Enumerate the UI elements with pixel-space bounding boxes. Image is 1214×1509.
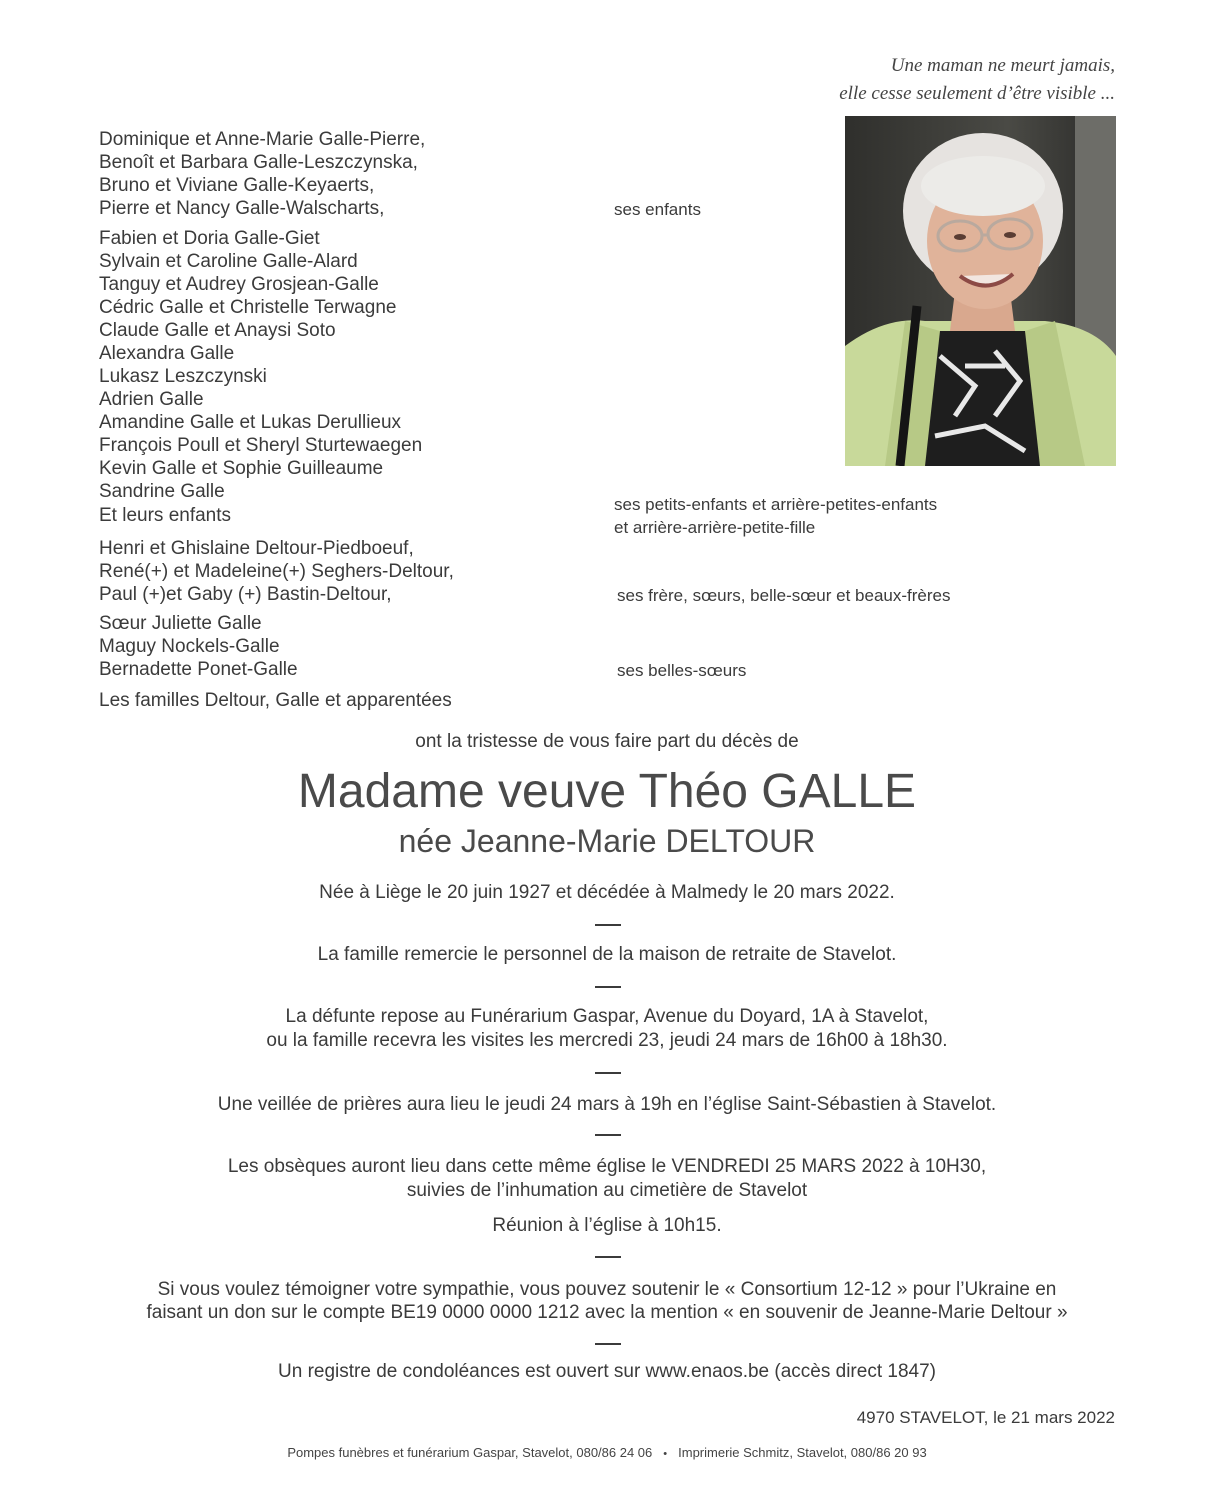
separator-dash [595,986,621,988]
separator-dash [595,1256,621,1258]
grandchild-name: Sylvain et Caroline Galle-Alard [99,251,358,272]
deceased-maiden-name: née Jeanne-Marie DELTOUR [398,823,816,859]
grandchild-name: Kevin Galle et Sophie Guilleaume [99,458,384,479]
separator-dash [595,1343,621,1345]
portrait-illustration [845,116,1116,466]
announcement-text: ont la tristesse de vous faire part du décès de [415,731,799,752]
grandchild-name: Claude Galle et Anaysi Soto [99,320,336,341]
register-text: Un registre de condoléances est ouvert sur www.enaos.be (accès direct 1847) [278,1361,936,1382]
grandchild-name: Alexandra Galle [99,343,235,364]
footer-funeral-home: Pompes funèbres et funérarium Gaspar, Stavelot, 080/86 24 06 [287,1445,653,1460]
sister-in-law-name: Sœur Juliette Galle [99,613,262,634]
separator-dash [595,1072,621,1074]
child-name: Bruno et Viviane Galle-Keyaerts, [99,175,375,196]
separator-dash [595,924,621,926]
meeting-text: Réunion à l’église à 10h15. [492,1215,722,1236]
rest-text-1: La défunte repose au Funérarium Gaspar, Avenue du Doyard, 1A à Stavelot, [285,1006,929,1027]
grandchild-name: Lukasz Leszczynski [99,366,267,387]
funeral-text-2: suivies de l’inhumation au cimetière de Stavelot [406,1180,808,1201]
child-name: Benoît et Barbara Galle-Leszczynska, [99,152,418,173]
sister-in-law-name: Bernadette Ponet-Galle [99,659,298,680]
child-name: Dominique et Anne-Marie Galle-Pierre, [99,129,426,150]
funeral-text-1: Les obsèques auront lieu dans cette même église le VENDREDI 25 MARS 2022 à 10H30, [227,1156,987,1177]
place-date: 4970 STAVELOT, le 21 mars 2022 [856,1408,1115,1427]
donation-text-1: Si vous voulez témoigner votre sympathie, vous pouvez soutenir le « Consortium 12-12 » pour l’Ukraine en [157,1279,1057,1300]
grandchild-name: Fabien et Doria Galle-Giet [99,228,320,249]
grandchild-name: Et leurs enfants [99,505,232,526]
grandchild-name: Amandine Galle et Lukas Derullieux [99,412,402,433]
footer-separator: • [663,1448,668,1460]
grandchild-name: Adrien Galle [99,389,204,410]
vigil-text: Une veillée de prières aura lieu le jeudi 24 mars à 19h en l’église Saint-Sébastien à Stavelot. [217,1094,997,1115]
footer-printer: Imprimerie Schmitz, Stavelot, 080/86 20 93 [678,1445,927,1460]
quote-line-2: elle cesse seulement d’être visible ... [839,83,1115,104]
birth-death-text: Née à Liège le 20 juin 1927 et décédée à Malmedy le 20 mars 2022. [319,882,895,903]
grandchild-name: Cédric Galle et Christelle Terwagne [99,297,397,318]
quote-line-1: Une maman ne meurt jamais, [890,55,1115,76]
deceased-name: Madame veuve Théo GALLE [297,765,917,818]
relation-sisters-in-law: ses belles-sœurs [617,661,747,680]
separator-dash [595,1134,621,1136]
relation-grandchildren-2: et arrière-arrière-petite-fille [614,518,816,537]
relation-grandchildren-1: ses petits-enfants et arrière-petites-enfants [614,495,938,514]
epigraph-quote [715,52,1115,108]
families-line: Les familles Deltour, Galle et apparentées [99,690,452,711]
relation-children: ses enfants [614,200,701,219]
donation-text-2: faisant un don sur le compte BE19 0000 0000 1212 avec la mention « en souvenir de Jeanne-Marie Deltour » [146,1302,1068,1323]
sibling-name: Henri et Ghislaine Deltour-Piedboeuf, [99,538,414,559]
footer [0,1445,1214,1460]
sister-in-law-name: Maguy Nockels-Galle [99,636,280,657]
portrait-photo [845,116,1116,466]
thanks-text: La famille remercie le personnel de la maison de retraite de Stavelot. [317,944,897,965]
sibling-name: René(+) et Madeleine(+) Seghers-Deltour, [99,561,454,582]
grandchild-name: Sandrine Galle [99,481,225,502]
grandchild-name: Tanguy et Audrey Grosjean-Galle [99,274,379,295]
rest-text-2: ou la famille recevra les visites les mercredi 23, jeudi 24 mars de 16h00 à 18h30. [266,1030,948,1051]
child-name: Pierre et Nancy Galle-Walscharts, [99,198,385,219]
relation-siblings: ses frère, sœurs, belle-sœur et beaux-frères [617,586,951,605]
sibling-name: Paul (+)et Gaby (+) Bastin-Deltour, [99,584,392,605]
grandchild-name: François Poull et Sheryl Sturtewaegen [99,435,423,456]
